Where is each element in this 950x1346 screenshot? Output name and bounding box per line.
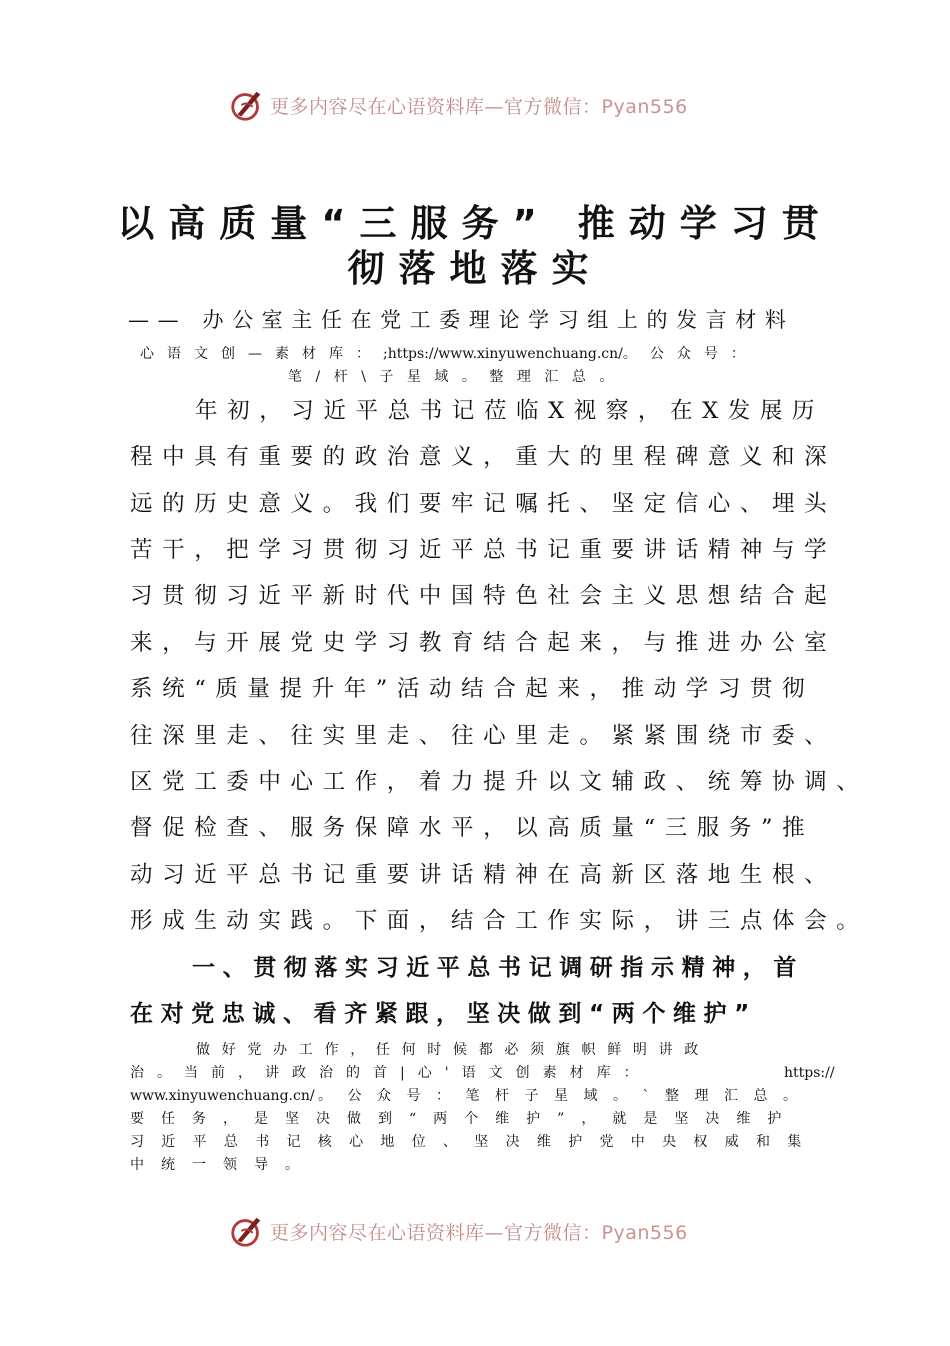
watermark-caption: 更多内容尽在心语资料库—官方微信： [270, 95, 602, 118]
body-line: 年初，习近平总书记莅临X视察，在X发展历 [195, 398, 825, 424]
body-line: 来，与开展党史学习教育结合起来，与推进办公室 [130, 630, 837, 656]
watermark-banner-top [228, 84, 728, 126]
body-line: 形成生动实践。下面，结合工作实际，讲三点体会。 [130, 908, 869, 934]
body-line: 督促检查、服务保障水平，以高质量“三服务”推 [130, 815, 815, 841]
watermark-caption: 更多内容尽在心语资料库—官方微信： [270, 1221, 602, 1244]
watermark-wechat-id: Pyan556 [601, 1221, 688, 1244]
page-title-line-2: 彻落地落实 [347, 247, 603, 290]
section-heading-line-1: 一、贯彻落实习近平总书记调研指示精神，首 [192, 955, 804, 981]
note-line-url: www.xinyuwenchuang.cn/ [130, 1088, 315, 1104]
body-line: 往深里走、往实里走、往心里走。紧紧围绕市委、 [130, 723, 837, 749]
source-prefix: 心语文创—素材库： [140, 346, 383, 362]
quill-logo-icon [228, 86, 266, 124]
section-heading-line-2: 在对党忠诚、看齐紧跟，坚决做到“两个维护” [130, 1001, 757, 1027]
note-line: 做好党办工作，任何时候都必须旗帜鲜明讲政 [196, 1042, 710, 1058]
note-line: 习近平总书记核心地位、坚决维护党中央权威和集 [130, 1134, 819, 1150]
note-line-url: https:// [784, 1065, 835, 1081]
source-line-2: 笔/杆\子星域。整理汇总。 [288, 369, 627, 385]
watermark-wechat-id: Pyan556 [601, 95, 688, 118]
body-line: 系统“质量提升年”活动结合起来，推动学习贯彻 [130, 676, 815, 702]
source-url: ;https://www.xinyuwenchuang.cn/ [383, 346, 623, 362]
body-line: 苦干，把学习贯彻习近平总书记重要讲话精神与学 [130, 537, 837, 563]
note-line: 。公众号：笔杆子星域。`整理汇总。 [318, 1088, 813, 1104]
watermark-banner-bottom [228, 1210, 728, 1252]
watermark-text [270, 92, 688, 119]
note-line: 中统一领导。 [130, 1157, 316, 1173]
source-line-1 [140, 344, 758, 364]
source-suffix: 。公众号： [622, 346, 758, 362]
subtitle: —— 办公室主任在党工委理论学习组上的发言材料 [128, 308, 795, 332]
body-line: 动习近平总书记重要讲话精神在高新区落地生根、 [130, 862, 837, 888]
body-line: 程中具有重要的政治意义，重大的里程碑意义和深 [130, 444, 837, 470]
note-line: 要任务，是坚决做到“两个维护”，就是坚决维护 [130, 1111, 799, 1127]
body-line: 区党工委中心工作，着力提升以文辅政、统筹协调、 [130, 769, 869, 795]
note-line: 治。当前，讲政治的首|心'语文创素材库： [130, 1065, 651, 1081]
quill-logo-icon [228, 1212, 266, 1250]
watermark-text [270, 1218, 688, 1245]
body-line: 习贯彻习近平新时代中国特色社会主义思想结合起 [130, 583, 837, 609]
page-title-line-1: 以高质量“三服务” 推动学习贯 [117, 202, 833, 245]
body-line: 远的历史意义。我们要牢记嘱托、坚定信心、埋头 [130, 491, 837, 517]
